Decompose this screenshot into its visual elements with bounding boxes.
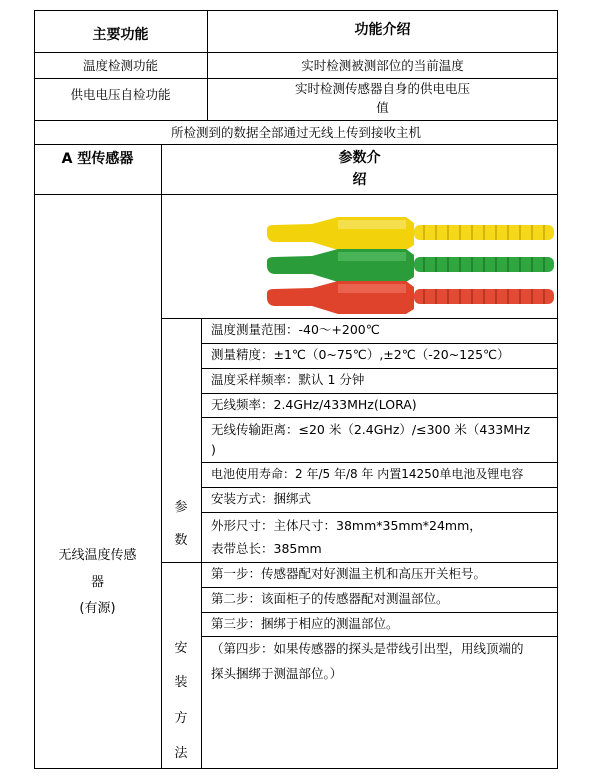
install-label-4: 法 (174, 746, 188, 761)
feature-temperature-desc: 实时检测被测部位的当前温度 (301, 58, 464, 73)
border (34, 144, 35, 768)
param-distance-cont: ) (211, 442, 216, 457)
border (201, 512, 558, 513)
sensor-product-image (162, 195, 557, 317)
param-sampling: 温度采样频率：默认 1 分钟 (211, 372, 365, 387)
install-step-4-cont: 探头捆绑于测温部位。） (211, 666, 343, 681)
red-sensor (267, 281, 554, 314)
param-frequency: 无线频率：2.4GHz/433MHz(LORA) (211, 397, 417, 412)
install-label-1: 安 (174, 641, 188, 656)
param-mounting: 安装方式：捆绑式 (211, 491, 312, 506)
border (201, 343, 558, 344)
border (34, 52, 558, 53)
border (201, 368, 558, 369)
sensor-name-2: 器 (90, 575, 104, 590)
sensor-type-header: A 型传感器 (61, 151, 134, 167)
param-distance: 无线传输距离：≤20 米（2.4GHz）/≤300 米（433MHz (211, 422, 531, 437)
install-step-2: 第二步：该面柜子的传感器配对测温部位。 (211, 591, 449, 606)
install-step-3: 第三步：捆绑于相应的测温部位。 (211, 616, 399, 631)
footer-note: 所检测到的数据全部通过无线上传到接收主机 (170, 125, 421, 140)
param-dimensions: 外形尺寸：主体尺寸：38mm*35mm*24mm， (211, 518, 482, 533)
install-label-3: 方 (174, 711, 188, 726)
params-label-2: 数 (174, 533, 188, 548)
install-step-1: 第一步：传感器配对好测温主机和高压开关柜号。 (211, 566, 487, 581)
param-battery: 电池使用寿命：2 年/5 年/8 年 内置14250单电池及锂电容 (211, 467, 524, 481)
border (201, 587, 558, 588)
params-intro-header-1: 参数介 (338, 150, 381, 166)
border (34, 78, 558, 79)
border (161, 562, 558, 563)
header-function-intro: 功能介绍 (354, 22, 411, 38)
param-temp-range: 温度测量范围：-40～+200℃ (211, 322, 380, 337)
feature-voltage: 供电电压自检功能 (70, 87, 171, 102)
border (34, 10, 558, 11)
feature-temperature: 温度检测功能 (82, 58, 158, 73)
install-label-2: 装 (174, 675, 188, 690)
border (201, 318, 202, 768)
sensor-name-1: 无线温度传感 (58, 548, 137, 563)
params-intro-header-2: 绍 (352, 172, 367, 188)
feature-voltage-desc-1: 实时检测传感器自身的供电电压 (294, 81, 470, 96)
param-accuracy: 测量精度：±1℃（0~75℃）,±2℃（-20~125℃） (211, 347, 510, 362)
feature-voltage-desc-2: 值 (376, 100, 389, 115)
yellow-sensor (267, 217, 554, 250)
params-label-1: 参 (174, 500, 188, 515)
green-sensor (267, 249, 554, 282)
border (201, 393, 558, 394)
border (557, 10, 558, 144)
install-step-4: （第四步：如果传感器的探头是带线引出型，用线顶端的 (211, 641, 524, 656)
border (201, 417, 558, 418)
border (201, 612, 558, 613)
border (557, 144, 558, 768)
border (161, 318, 558, 319)
border (34, 768, 558, 769)
sensor-name-3: (有源) (79, 601, 116, 616)
border (34, 120, 558, 121)
header-main-function: 主要功能 (92, 27, 149, 43)
border (34, 144, 558, 145)
border (201, 462, 558, 463)
border (201, 636, 558, 637)
param-strap-length: 表带总长：385mm (211, 541, 322, 556)
border (201, 487, 558, 488)
